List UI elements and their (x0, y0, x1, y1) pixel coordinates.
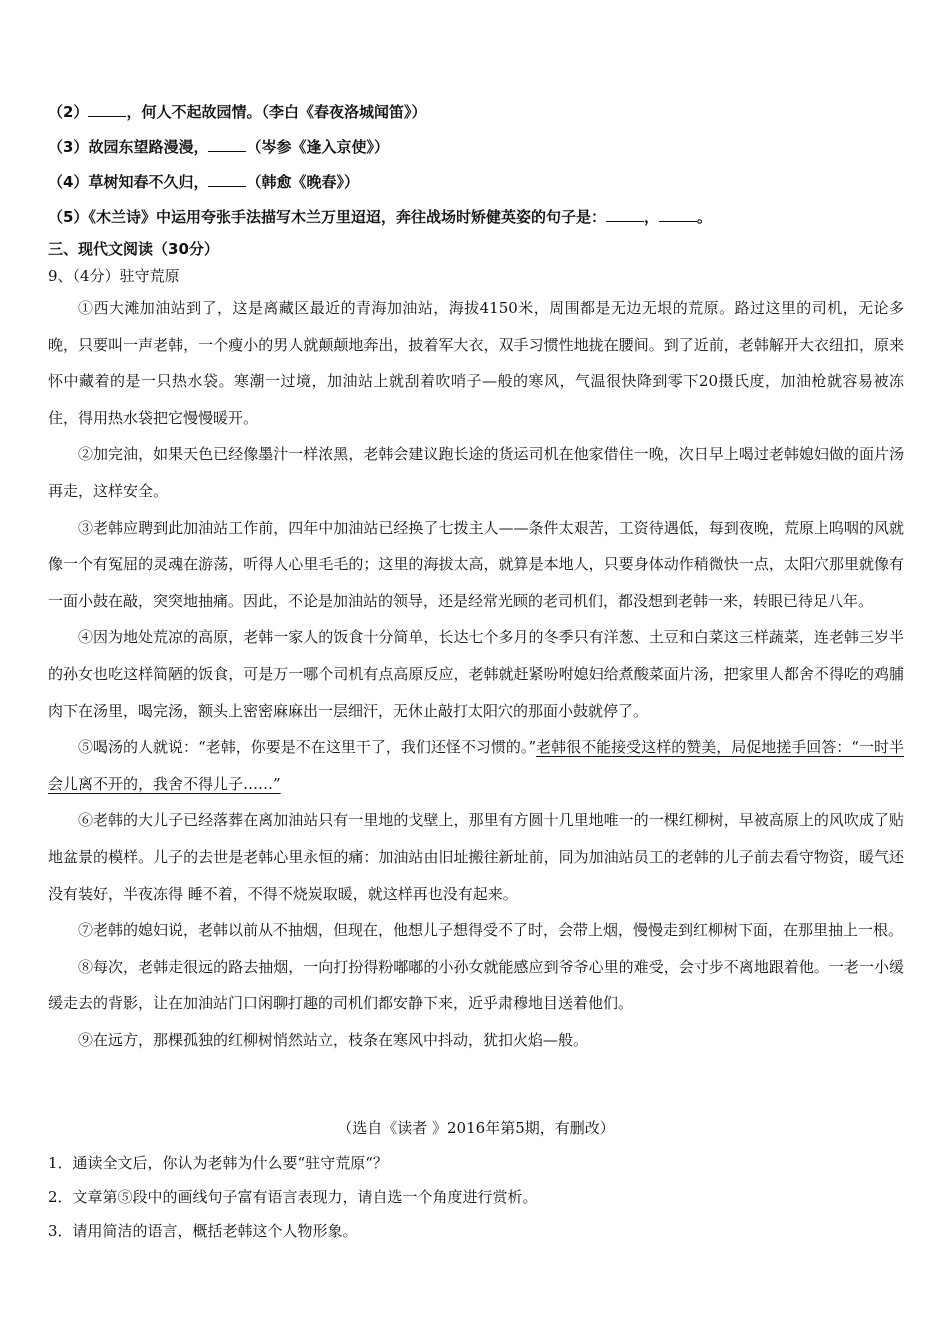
fill-item-number: （5） (48, 208, 89, 226)
paragraph-4: ④因为地处荒凉的高原，老韩一家人的饭食十分简单，长达七个多月的冬季只有洋葱、土豆和白菜这三样蔬菜，连老韩三岁半的孙女也吃这样简陋的饭食，可是万一哪个司机有点高原反应，老韩就赶紧吩咐媳妇给煮酸菜面片汤，把家里人都舍不得吃的鸡脯肉下在汤里，喝完汤，额头上密密麻麻出一层细汗，无休止敲打太阳穴的那面小鼓就停了。 (48, 628, 904, 720)
underlined-sentence: 老韩很不能接受这样的赞美，局促地搓手回答：“一时半会儿离不开的，我舍不得儿子……” (48, 738, 904, 793)
answer-blank (208, 171, 246, 187)
fill-item-number: （4） (48, 173, 89, 191)
question-2: 2．文章第⑤段中的画线句子富有语言表现力，请自选一个角度进行赏析。 (48, 1188, 538, 1206)
paragraph-7: ⑦老韩的媳妇说，老韩以前从不抽烟，但现在，他想儿子想得受不了时，会带上烟，慢慢走到红柳树下面，在那里抽上一根。 (78, 921, 904, 940)
paragraph-5 (48, 729, 904, 802)
paragraph-6: ⑥老韩的大儿子已经落葬在离加油站只有一里地的戈壁上，那里有方圆十几里地唯一的一棵红柳树，早被高原上的风吹成了贴地盆景的模样。儿子的去世是老韩心里永恒的痛：加油站由旧址搬往新址前，同为加油站员工的老韩的儿子前去看守物资，暖气还没有装好，半夜冻得 睡不着，不得不烧炭取暖，就这样再也没有起来。 (48, 811, 904, 903)
article-source: （选自《读者 》2016年第5期，有删改） (337, 1119, 615, 1137)
paragraph-1: ①西大滩加油站到了，这是离藏区最近的青海加油站，海拔4150米，周围都是无边无垠的荒原。路过这里的司机，无论多晚，只要叫一声老韩，一个瘦小的男人就颠颠地奔出，披着军大衣，双手习惯性地拢在腰间。到了近前，老韩解开大衣纽扣，原来怀中藏着的是一只热水袋。寒潮一过境，加油站上就刮着吹哨子—般的寒风，气温很快降到零下20摄氏度，加油枪就容易被冻住，得用热水袋把它慢慢暖开。 (48, 299, 904, 427)
fill-item-text: 草树知春不久归， (88, 173, 209, 191)
reading-passage (48, 290, 904, 1058)
paragraph-3: ③老韩应聘到此加油站工作前，四年中加油站已经换了七拨主人——条件太艰苦，工资待遇低，每到夜晚，荒原上呜咽的风就像一个有冤屈的灵魂在游荡，听得人心里毛毛的；这里的海拔太高，就算是本地人，只要身体动作稍微快一点，太阳穴那里就像有一面小鼓在敲，突突地抽痛。因此，不论是加油站的领导，还是经常光顾的老司机们，都没想到老韩一来，转眼已待足八年。 (48, 518, 904, 610)
fill-item-separator: ， (643, 208, 659, 226)
fill-item-text: 《木兰诗》中运用夸张手法描写木兰万里迢迢，奔往战场时矫健英姿的句子是： (88, 208, 606, 226)
question-1: 1．通读全文后，你认为老韩为什么要“驻守荒原“？ (48, 1154, 388, 1172)
fill-item-number: （2） (48, 103, 89, 121)
fill-item-3 (48, 136, 389, 157)
answer-blank (606, 206, 644, 222)
fill-item-number: （3） (48, 138, 89, 156)
fill-item-text: 故园东望路漫漫， (88, 138, 209, 156)
paragraph-5-text: ⑤喝汤的人就说：“老韩，你要是不在这里干了，我们还怪不习惯的。” (78, 738, 537, 757)
fill-item-5 (48, 206, 712, 227)
fill-item-4 (48, 171, 359, 192)
paragraph-8: ⑧每次，老韩走很远的路去抽烟，一向打扮得粉嘟嘟的小孙女就能感应到爷爷心里的难受，会寸步不离地跟着他。一老一小缓缓走去的背影，让在加油站门口闲聊打趣的司机们都安静下来，近乎肃穆地目送着他们。 (48, 957, 904, 1013)
paragraph-2: ②加完油，如果天色已经像墨汁一样浓黑，老韩会建议跑长途的货运司机在他家借住一晚，次日早上喝过老韩媳妇做的面片汤再走，这样安全。 (48, 445, 904, 500)
answer-blank (659, 206, 697, 222)
fill-item-source: （韩愈《晚春》） (246, 173, 359, 191)
paragraph-9: ⑨在远方，那棵孤独的红柳树悄然站立，枝条在寒风中抖动，犹扣火焰—般。 (78, 1030, 589, 1049)
answer-blank (208, 136, 246, 152)
fill-item-text: ，何人不起故园情。（李白《春夜洛城闻笛》） (126, 103, 427, 121)
question-3: 3．请用简洁的语言，概括老韩这个人物形象。 (48, 1222, 358, 1240)
question-header: 9、（4分）驻守荒原 (48, 267, 180, 285)
fill-item-end: 。 (696, 208, 712, 226)
fill-item-source: （岑参《逢入京使》） (246, 138, 389, 156)
answer-blank (88, 101, 126, 117)
section-title: 三、现代文阅读（30分） (48, 240, 219, 258)
fill-item-2 (48, 101, 426, 122)
